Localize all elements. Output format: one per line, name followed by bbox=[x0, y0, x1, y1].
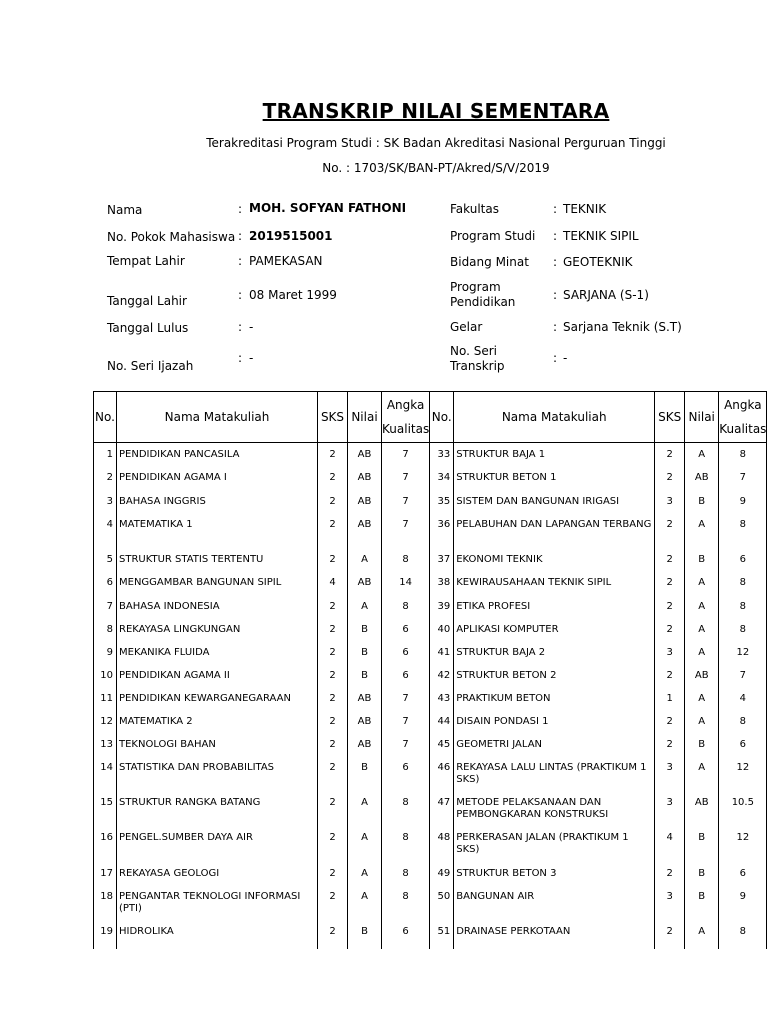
course-grade: A bbox=[685, 716, 719, 739]
row-number: 18 bbox=[94, 891, 117, 926]
course-grade: AB bbox=[685, 797, 719, 832]
course-grade: A bbox=[685, 449, 719, 472]
page-title: TRANSKRIP NILAI SEMENTARA bbox=[262, 99, 610, 123]
row-number: 41 bbox=[430, 647, 454, 670]
course-name: PENDIDIKAN AGAMA II bbox=[117, 670, 318, 693]
course-name: HIDROLIKA bbox=[117, 926, 318, 949]
course-name: STRUKTUR BETON 2 bbox=[454, 670, 655, 693]
course-quality-points: 8 bbox=[719, 519, 767, 554]
row-number: 35 bbox=[430, 496, 454, 519]
course-quality-points: 6 bbox=[719, 554, 767, 577]
course-quality-points: 6 bbox=[382, 624, 430, 647]
row-number: 15 bbox=[94, 797, 117, 832]
course-grade: A bbox=[685, 624, 719, 647]
course-sks: 2 bbox=[318, 832, 348, 868]
course-sks: 3 bbox=[655, 797, 685, 832]
table-row bbox=[94, 693, 767, 716]
course-grade: AB bbox=[348, 693, 382, 716]
course-quality-points: 6 bbox=[382, 926, 430, 949]
colon: : bbox=[553, 351, 558, 365]
course-name: PENDIDIKAN PANCASILA bbox=[117, 449, 318, 472]
course-sks: 2 bbox=[318, 624, 348, 647]
course-quality-points: 8 bbox=[382, 601, 430, 624]
course-quality-points: 7 bbox=[719, 670, 767, 693]
value-npm: 2019515001 bbox=[249, 229, 333, 243]
course-name: STRUKTUR STATIS TERTENTU bbox=[117, 554, 318, 577]
course-grade: A bbox=[685, 647, 719, 670]
course-name: GEOMETRI JALAN bbox=[454, 739, 655, 762]
course-name: BAHASA INGGRIS bbox=[117, 496, 318, 519]
row-number: 1 bbox=[94, 449, 117, 472]
course-name: STRUKTUR BAJA 1 bbox=[454, 449, 655, 472]
table-header-row bbox=[94, 392, 767, 443]
table-row bbox=[94, 449, 767, 472]
row-number: 9 bbox=[94, 647, 117, 670]
course-name: STATISTIKA DAN PROBABILITAS bbox=[117, 762, 318, 797]
course-name: ETIKA PROFESI bbox=[454, 601, 655, 624]
course-sks: 3 bbox=[655, 647, 685, 670]
course-sks: 2 bbox=[655, 577, 685, 601]
course-sks: 2 bbox=[655, 472, 685, 496]
course-grade: B bbox=[685, 496, 719, 519]
course-name: PERKERASAN JALAN (PRAKTIKUM 1 SKS) bbox=[454, 832, 655, 868]
colon: : bbox=[553, 288, 558, 302]
course-name: APLIKASI KOMPUTER bbox=[454, 624, 655, 647]
course-quality-points: 7 bbox=[382, 496, 430, 519]
course-name: SISTEM DAN BANGUNAN IRIGASI bbox=[454, 496, 655, 519]
header-angka: Angka bbox=[724, 398, 762, 412]
course-quality-points: 12 bbox=[719, 762, 767, 797]
value-program-studi: TEKNIK SIPIL bbox=[563, 229, 639, 243]
course-sks: 2 bbox=[318, 554, 348, 577]
course-quality-points: 12 bbox=[719, 832, 767, 868]
course-name: MEKANIKA FLUIDA bbox=[117, 647, 318, 670]
course-sks: 2 bbox=[318, 693, 348, 716]
course-grade: B bbox=[685, 891, 719, 926]
label-bidang-minat: Bidang Minat bbox=[450, 255, 529, 269]
course-quality-points: 8 bbox=[719, 926, 767, 949]
course-quality-points: 8 bbox=[382, 554, 430, 577]
value-bidang-minat: GEOTEKNIK bbox=[563, 255, 633, 269]
row-number: 11 bbox=[94, 693, 117, 716]
value-tanggal-lulus: - bbox=[249, 320, 254, 334]
table-row bbox=[94, 926, 767, 949]
course-grade: AB bbox=[348, 472, 382, 496]
course-quality-points: 12 bbox=[719, 647, 767, 670]
course-sks: 2 bbox=[318, 601, 348, 624]
value-tempat-lahir: PAMEKASAN bbox=[249, 254, 323, 268]
course-grade: B bbox=[348, 647, 382, 670]
header-nama-matakuliah: Nama Matakuliah bbox=[454, 392, 655, 443]
row-number: 17 bbox=[94, 868, 117, 891]
course-name: STRUKTUR BAJA 2 bbox=[454, 647, 655, 670]
row-number: 12 bbox=[94, 716, 117, 739]
course-quality-points: 8 bbox=[719, 624, 767, 647]
course-quality-points: 7 bbox=[719, 472, 767, 496]
table-row bbox=[94, 519, 767, 554]
table-row bbox=[94, 891, 767, 926]
table-row bbox=[94, 868, 767, 891]
course-quality-points: 6 bbox=[382, 762, 430, 797]
course-grade: A bbox=[348, 554, 382, 577]
course-sks: 2 bbox=[318, 472, 348, 496]
row-number: 44 bbox=[430, 716, 454, 739]
course-quality-points: 8 bbox=[719, 716, 767, 739]
course-quality-points: 8 bbox=[382, 891, 430, 926]
course-quality-points: 7 bbox=[382, 449, 430, 472]
table-row bbox=[94, 647, 767, 670]
table-row bbox=[94, 554, 767, 577]
course-sks: 2 bbox=[655, 670, 685, 693]
course-quality-points: 7 bbox=[382, 716, 430, 739]
colon: : bbox=[553, 320, 558, 334]
course-quality-points: 6 bbox=[719, 739, 767, 762]
course-grade: B bbox=[685, 868, 719, 891]
row-number: 7 bbox=[94, 601, 117, 624]
course-sks: 4 bbox=[655, 832, 685, 868]
course-sks: 2 bbox=[318, 670, 348, 693]
label-npm: No. Pokok Mahasiswa bbox=[107, 230, 236, 244]
colon: : bbox=[238, 229, 243, 243]
course-grade: A bbox=[348, 601, 382, 624]
header-angka-kualitas bbox=[719, 392, 767, 443]
course-grade: AB bbox=[348, 519, 382, 554]
course-grade: A bbox=[348, 797, 382, 832]
colon: : bbox=[238, 351, 243, 365]
course-grade: B bbox=[685, 832, 719, 868]
value-program-pendidikan: SARJANA (S-1) bbox=[563, 288, 649, 302]
row-number: 6 bbox=[94, 577, 117, 601]
course-grade: B bbox=[685, 739, 719, 762]
header-angka: Angka bbox=[386, 398, 425, 412]
value-seri-transkrip: - bbox=[563, 351, 568, 365]
course-name: METODE PELAKSANAAN DAN PEMBONGKARAN KONSTRUKSI bbox=[454, 797, 655, 832]
course-quality-points: 6 bbox=[382, 670, 430, 693]
course-name: KEWIRAUSAHAAN TEKNIK SIPIL bbox=[454, 577, 655, 601]
course-sks: 2 bbox=[655, 739, 685, 762]
course-quality-points: 8 bbox=[719, 449, 767, 472]
course-grade: B bbox=[348, 670, 382, 693]
label-tanggal-lulus: Tanggal Lulus bbox=[107, 321, 189, 335]
table-row bbox=[94, 716, 767, 739]
course-quality-points: 9 bbox=[719, 496, 767, 519]
course-name: DRAINASE PERKOTAAN bbox=[454, 926, 655, 949]
table-row bbox=[94, 472, 767, 496]
course-sks: 2 bbox=[318, 868, 348, 891]
course-grade: B bbox=[348, 624, 382, 647]
label-seri-transkrip: No. Seri Transkrip bbox=[450, 344, 505, 373]
table-row bbox=[94, 577, 767, 601]
course-quality-points: 8 bbox=[382, 868, 430, 891]
course-quality-points: 4 bbox=[719, 693, 767, 716]
row-number: 4 bbox=[94, 519, 117, 554]
course-quality-points: 8 bbox=[382, 797, 430, 832]
colon: : bbox=[238, 320, 243, 334]
course-quality-points: 10.5 bbox=[719, 797, 767, 832]
course-quality-points: 8 bbox=[382, 832, 430, 868]
row-number: 33 bbox=[430, 449, 454, 472]
course-name: PELABUHAN DAN LAPANGAN TERBANG bbox=[454, 519, 655, 554]
header-kualitas: Kualitas bbox=[719, 422, 767, 436]
course-name: REKAYASA LALU LINTAS (PRAKTIKUM 1 SKS) bbox=[454, 762, 655, 797]
course-quality-points: 9 bbox=[719, 891, 767, 926]
course-grade: B bbox=[348, 762, 382, 797]
course-sks: 2 bbox=[655, 868, 685, 891]
course-name: STRUKTUR BETON 1 bbox=[454, 472, 655, 496]
course-quality-points: 8 bbox=[719, 577, 767, 601]
colon: : bbox=[553, 255, 558, 269]
value-nama: MOH. SOFYAN FATHONI bbox=[249, 201, 407, 215]
row-number: 13 bbox=[94, 739, 117, 762]
course-sks: 2 bbox=[318, 797, 348, 832]
label-seri-ijazah: No. Seri Ijazah bbox=[107, 359, 194, 373]
course-quality-points: 8 bbox=[719, 601, 767, 624]
table-row bbox=[94, 670, 767, 693]
course-name: DISAIN PONDASI 1 bbox=[454, 716, 655, 739]
course-name: PENGANTAR TEKNOLOGI INFORMASI (PTI) bbox=[117, 891, 318, 926]
course-grade: B bbox=[348, 926, 382, 949]
course-sks: 3 bbox=[655, 496, 685, 519]
course-grade: AB bbox=[348, 577, 382, 601]
course-quality-points: 6 bbox=[719, 868, 767, 891]
row-number: 45 bbox=[430, 739, 454, 762]
colon: : bbox=[238, 254, 243, 268]
course-name: TEKNOLOGI BAHAN bbox=[117, 739, 318, 762]
course-sks: 2 bbox=[318, 519, 348, 554]
course-sks: 2 bbox=[318, 891, 348, 926]
course-name: MATEMATIKA 2 bbox=[117, 716, 318, 739]
course-name: REKAYASA GEOLOGI bbox=[117, 868, 318, 891]
label-gelar: Gelar bbox=[450, 320, 483, 334]
label-program-pendidikan: Program Pendidikan bbox=[450, 280, 516, 309]
colon: : bbox=[238, 288, 243, 302]
course-sks: 2 bbox=[655, 601, 685, 624]
course-grade: AB bbox=[348, 496, 382, 519]
course-grade: AB bbox=[685, 670, 719, 693]
course-sks: 2 bbox=[318, 739, 348, 762]
course-quality-points: 14 bbox=[382, 577, 430, 601]
row-number: 46 bbox=[430, 762, 454, 797]
course-name: PRAKTIKUM BETON bbox=[454, 693, 655, 716]
course-grade: A bbox=[685, 762, 719, 797]
row-number: 36 bbox=[430, 519, 454, 554]
colon: : bbox=[553, 229, 558, 243]
course-sks: 2 bbox=[655, 716, 685, 739]
label-tanggal-lahir: Tanggal Lahir bbox=[107, 294, 187, 308]
course-grade: A bbox=[685, 926, 719, 949]
row-number: 47 bbox=[430, 797, 454, 832]
grades-table bbox=[93, 391, 767, 949]
course-name: BAHASA INDONESIA bbox=[117, 601, 318, 624]
course-quality-points: 6 bbox=[382, 647, 430, 670]
row-number: 51 bbox=[430, 926, 454, 949]
row-number: 43 bbox=[430, 693, 454, 716]
table-row bbox=[94, 601, 767, 624]
course-sks: 2 bbox=[318, 716, 348, 739]
row-number: 50 bbox=[430, 891, 454, 926]
course-grade: A bbox=[348, 832, 382, 868]
course-name: PENGEL.SUMBER DAYA AIR bbox=[117, 832, 318, 868]
value-seri-ijazah: - bbox=[249, 351, 254, 365]
row-number: 10 bbox=[94, 670, 117, 693]
course-sks: 2 bbox=[655, 554, 685, 577]
course-name: STRUKTUR RANGKA BATANG bbox=[117, 797, 318, 832]
course-name: MATEMATIKA 1 bbox=[117, 519, 318, 554]
course-grade: A bbox=[685, 577, 719, 601]
course-grade: B bbox=[685, 554, 719, 577]
header-no: No. bbox=[94, 392, 117, 443]
header-no: No. bbox=[430, 392, 454, 443]
row-number: 34 bbox=[430, 472, 454, 496]
course-sks: 2 bbox=[318, 449, 348, 472]
row-number: 38 bbox=[430, 577, 454, 601]
row-number: 40 bbox=[430, 624, 454, 647]
table-row bbox=[94, 762, 767, 797]
course-sks: 2 bbox=[655, 519, 685, 554]
table-row bbox=[94, 797, 767, 832]
course-quality-points: 7 bbox=[382, 519, 430, 554]
course-sks: 2 bbox=[318, 762, 348, 797]
course-grade: AB bbox=[685, 472, 719, 496]
course-sks: 2 bbox=[655, 926, 685, 949]
course-name: REKAYASA LINGKUNGAN bbox=[117, 624, 318, 647]
course-grade: A bbox=[348, 868, 382, 891]
course-grade: A bbox=[685, 519, 719, 554]
value-fakultas: TEKNIK bbox=[563, 202, 607, 216]
course-sks: 2 bbox=[655, 449, 685, 472]
course-grade: A bbox=[685, 601, 719, 624]
row-number: 16 bbox=[94, 832, 117, 868]
grades-body bbox=[94, 443, 767, 950]
course-quality-points: 7 bbox=[382, 739, 430, 762]
colon: : bbox=[238, 202, 243, 216]
row-number: 42 bbox=[430, 670, 454, 693]
course-sks: 2 bbox=[318, 647, 348, 670]
course-sks: 2 bbox=[318, 496, 348, 519]
course-name: PENDIDIKAN AGAMA I bbox=[117, 472, 318, 496]
row-number: 14 bbox=[94, 762, 117, 797]
header-sks: SKS bbox=[655, 392, 685, 443]
label-tempat-lahir: Tempat Lahir bbox=[107, 254, 185, 268]
label-program-studi: Program Studi bbox=[450, 229, 536, 243]
row-number: 8 bbox=[94, 624, 117, 647]
table-row bbox=[94, 496, 767, 519]
row-number: 19 bbox=[94, 926, 117, 949]
row-number: 39 bbox=[430, 601, 454, 624]
course-grade: AB bbox=[348, 716, 382, 739]
course-sks: 3 bbox=[655, 762, 685, 797]
colon: : bbox=[553, 202, 558, 216]
header-angka-kualitas bbox=[382, 392, 430, 443]
course-grade: A bbox=[685, 693, 719, 716]
accreditation-line: Terakreditasi Program Studi : SK Badan Akreditasi Nasional Perguruan Tinggi bbox=[206, 136, 666, 150]
course-name: PENDIDIKAN KEWARGANEGARAAN bbox=[117, 693, 318, 716]
accreditation-number: No. : 1703/SK/BAN-PT/Akred/S/V/2019 bbox=[322, 161, 550, 175]
table-row bbox=[94, 832, 767, 868]
row-number: 2 bbox=[94, 472, 117, 496]
header-nama-matakuliah: Nama Matakuliah bbox=[117, 392, 318, 443]
value-gelar: Sarjana Teknik (S.T) bbox=[563, 320, 682, 334]
course-sks: 1 bbox=[655, 693, 685, 716]
row-number: 48 bbox=[430, 832, 454, 868]
course-sks: 2 bbox=[655, 624, 685, 647]
table-row bbox=[94, 624, 767, 647]
course-sks: 4 bbox=[318, 577, 348, 601]
value-tanggal-lahir: 08 Maret 1999 bbox=[249, 288, 337, 302]
course-name: BANGUNAN AIR bbox=[454, 891, 655, 926]
course-sks: 3 bbox=[655, 891, 685, 926]
label-fakultas: Fakultas bbox=[450, 202, 499, 216]
course-grade: AB bbox=[348, 739, 382, 762]
row-number: 49 bbox=[430, 868, 454, 891]
course-name: STRUKTUR BETON 3 bbox=[454, 868, 655, 891]
header-nilai: Nilai bbox=[348, 392, 382, 443]
row-number: 5 bbox=[94, 554, 117, 577]
label-nama: Nama bbox=[107, 203, 143, 217]
course-name: MENGGAMBAR BANGUNAN SIPIL bbox=[117, 577, 318, 601]
row-number: 37 bbox=[430, 554, 454, 577]
course-quality-points: 7 bbox=[382, 472, 430, 496]
course-grade: AB bbox=[348, 449, 382, 472]
header-sks: SKS bbox=[318, 392, 348, 443]
course-sks: 2 bbox=[318, 926, 348, 949]
course-quality-points: 7 bbox=[382, 693, 430, 716]
header-kualitas: Kualitas bbox=[382, 422, 430, 436]
header-nilai: Nilai bbox=[685, 392, 719, 443]
course-name: EKONOMI TEKNIK bbox=[454, 554, 655, 577]
table-row bbox=[94, 739, 767, 762]
course-grade: A bbox=[348, 891, 382, 926]
row-number: 3 bbox=[94, 496, 117, 519]
